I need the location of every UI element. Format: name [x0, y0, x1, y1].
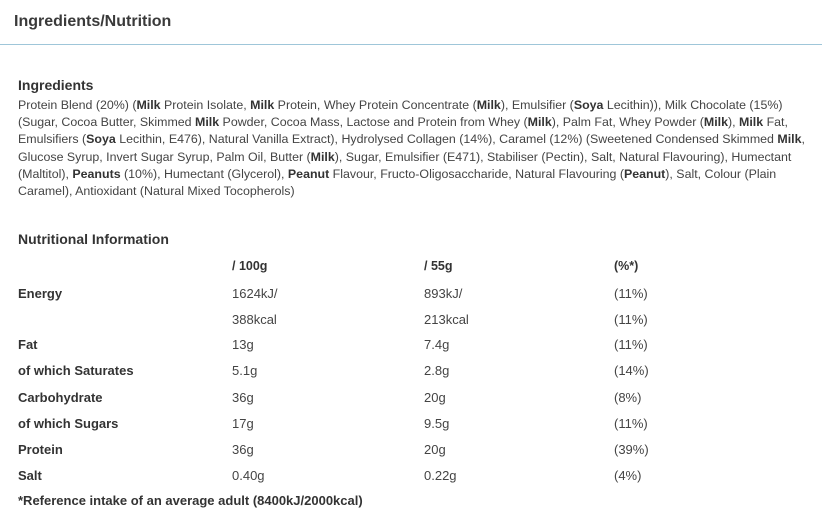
ingredients-heading: Ingredients [18, 77, 94, 93]
allergen-text: Milk [195, 115, 220, 130]
nutrient-label: Carbohydrate [18, 390, 103, 405]
value-per-55g: 213kcal [424, 312, 469, 327]
nutrition-row [0, 416, 835, 436]
nutrition-row [0, 312, 835, 332]
allergen-text: Milk [476, 98, 501, 112]
column-header-per-100g: / 100g [232, 259, 268, 273]
ingredient-text: (10%), Humectant (Glycerol), [120, 166, 288, 181]
value-per-100g: 36g [232, 390, 254, 405]
allergen-text: Milk [703, 115, 729, 130]
value-per-55g: 893kJ/ [424, 286, 463, 301]
reference-intake-footnote: *Reference intake of an average adult (8400kJ/2000kcal) [18, 493, 363, 508]
reference-intake-percent: (11%) [614, 312, 648, 327]
nutrient-label: Protein [18, 442, 63, 457]
value-per-100g: 388kcal [232, 312, 277, 327]
ingredients-list [18, 97, 823, 200]
allergen-text: Peanut [623, 166, 666, 181]
value-per-100g: 36g [232, 442, 254, 457]
nutrition-heading: Nutritional Information [18, 231, 169, 247]
nutrition-row [0, 468, 835, 488]
nutrition-row [0, 390, 835, 410]
reference-intake-percent: (11%) [614, 337, 648, 352]
ingredient-text: , Glucose Syrup, Invert Sugar Syrup, Palm Oil, Butter ( [18, 132, 805, 164]
allergen-text: Milk [739, 115, 764, 130]
nutrient-label: of which Sugars [18, 416, 119, 431]
reference-intake-percent: (11%) [614, 416, 648, 431]
reference-intake-percent: (14%) [614, 363, 649, 378]
nutrient-label: Salt [18, 468, 42, 483]
nutrition-row [0, 363, 835, 383]
nutrition-header-row [0, 259, 835, 279]
ingredient-text: Powder, Cocoa Mass, Lactose and Protein from Whey ( [219, 115, 528, 130]
value-per-55g: 9.5g [424, 416, 450, 431]
allergen-text: Milk [136, 98, 161, 112]
value-per-55g: 7.4g [424, 337, 450, 352]
column-header-reference-intake: (%*) [614, 259, 639, 273]
nutrient-label: Fat [18, 337, 38, 352]
value-per-100g: 13g [232, 337, 254, 352]
ingredient-text: Lecithin)), Milk Chocolate (15%) (Sugar, Cocoa Butter, Skimmed [18, 98, 783, 130]
reference-intake-percent: (11%) [614, 286, 648, 301]
reference-intake-percent: (4%) [614, 468, 642, 483]
allergen-text: Milk [310, 149, 335, 164]
ingredient-text: Flavour, Fructo-Oligosaccharide, Natural Flavouring ( [329, 166, 624, 181]
ingredient-text: Lecithin, E476), Natural Vanilla Extract), Hydrolysed Collagen (14%), Caramel (12%) (Sweetened Condensed Skimmed [115, 132, 778, 147]
allergen-text: Peanut [287, 166, 330, 181]
allergen-text: Milk [250, 98, 275, 112]
allergen-text: Soya [86, 132, 116, 147]
value-per-100g: 0.40g [232, 468, 265, 483]
value-per-100g: 5.1g [232, 363, 258, 378]
value-per-55g: 20g [424, 442, 446, 457]
allergen-text: Milk [527, 115, 552, 130]
value-per-55g: 20g [424, 390, 446, 405]
column-header-per-55g: / 55g [424, 259, 453, 273]
ingredient-text: Protein Isolate, [160, 98, 251, 112]
ingredient-text: ), Sugar, Emulsifier (E471), Stabiliser (Pectin), Salt, Natural Flavouring), Humectant (Maltitol), [18, 149, 792, 181]
reference-intake-percent: (39%) [614, 442, 649, 457]
ingredient-text: ), Emulsifier ( [500, 98, 574, 112]
nutrition-row [0, 442, 835, 462]
value-per-55g: 2.8g [424, 363, 450, 378]
value-per-55g: 0.22g [424, 468, 457, 483]
allergen-text: Soya [573, 98, 604, 112]
ingredient-text: ), Palm Fat, Whey Powder ( [551, 115, 704, 130]
allergen-text: Peanuts [72, 166, 121, 181]
nutrition-row [0, 286, 835, 306]
ingredient-text: Protein Blend (20%) ( [18, 98, 137, 112]
value-per-100g: 1624kJ/ [232, 286, 278, 301]
ingredient-text: ), Salt, Colour (Plain Caramel), Antioxidant (Natural Mixed Tocopherols) [18, 166, 777, 199]
ingredient-text: ), [728, 115, 740, 130]
panel-header [0, 0, 822, 45]
reference-intake-percent: (8%) [614, 390, 642, 405]
allergen-text: Milk [777, 132, 802, 147]
value-per-100g: 17g [232, 416, 254, 431]
panel-title: Ingredients/Nutrition [14, 13, 172, 30]
ingredient-text: Protein, Whey Protein Concentrate ( [274, 98, 477, 112]
nutrient-label: Energy [18, 286, 63, 301]
nutrient-label: of which Saturates [18, 363, 134, 378]
nutrition-row [0, 337, 835, 357]
ingredient-text: Fat, Emulsifiers ( [18, 115, 788, 147]
